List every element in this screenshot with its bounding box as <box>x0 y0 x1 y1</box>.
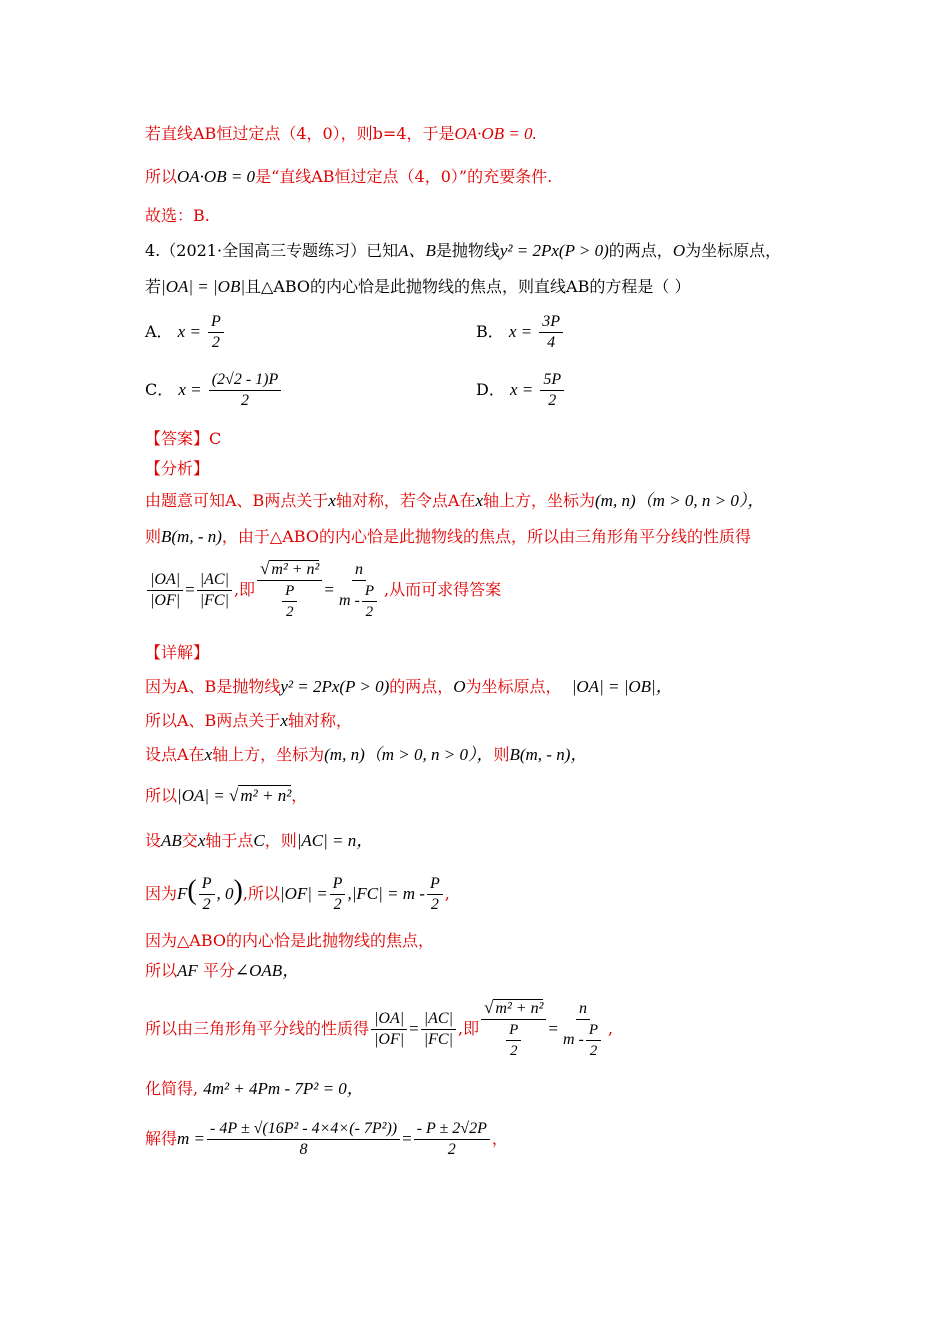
text: 为坐标原点， <box>465 677 562 696</box>
option-letter: D． <box>476 380 505 399</box>
text: 的两点， <box>608 241 673 260</box>
denominator: 2 <box>202 896 211 913</box>
text: 所以由三角形角平分线的性质得 <box>145 1019 370 1038</box>
math: |OA| = <box>177 786 229 805</box>
text: 所以 <box>145 961 178 980</box>
math: x <box>280 711 288 730</box>
numerator: P <box>282 581 297 602</box>
text: ,从而可求得答案 <box>384 580 502 599</box>
radicand: m² + n² <box>495 1000 544 1017</box>
sqrt-icon: √ <box>229 786 239 805</box>
text: 所以 <box>145 786 178 805</box>
text: 所以A、B两点关于 <box>145 711 281 730</box>
math: ∠OAB， <box>234 961 300 980</box>
text: , <box>444 884 450 903</box>
text: 交 <box>181 831 198 850</box>
equals: = <box>324 580 334 599</box>
option-c[interactable] <box>145 370 283 411</box>
detail-line-6 <box>145 868 450 917</box>
text: 若直线AB恒过定点（4，0），则b=4，于是 <box>145 124 455 143</box>
detail-line-10 <box>145 1078 364 1100</box>
sqrt-icon: √ <box>260 559 270 578</box>
text: 的两点， <box>389 677 454 696</box>
denominator: 2 <box>548 392 557 409</box>
math: x <box>197 831 206 850</box>
math: O <box>672 241 686 260</box>
numerator: P <box>199 874 215 895</box>
numerator: |OA| <box>371 1009 407 1030</box>
denominator: 2 <box>589 1042 598 1059</box>
condition: （m > 0, n > 0）， <box>635 491 765 510</box>
denominator: |OF| <box>150 592 181 609</box>
numerator: (2√2 - 1)P <box>209 370 282 391</box>
numerator: |AC| <box>421 1009 456 1030</box>
parabola-equation: y² = 2Px(P > 0) <box>499 241 609 260</box>
text: 是抛物线 <box>435 241 500 260</box>
option-letter: C． <box>145 380 174 399</box>
math: A、B <box>398 241 436 260</box>
detail-line-9 <box>145 996 613 1062</box>
math: ,|FC| = m - <box>347 884 425 903</box>
detail-line-3 <box>145 744 587 766</box>
text: 轴对称，若令点A在 <box>335 491 476 510</box>
math: |AC| = n， <box>296 831 374 850</box>
detail-line-7: 因为△ABO的内心恰是此抛物线的焦点， <box>145 931 435 950</box>
math: AF <box>177 961 198 980</box>
math: B(m, - n) <box>161 527 222 546</box>
text: ， <box>491 1129 508 1148</box>
prev-line-2 <box>145 166 552 188</box>
answer-line <box>145 428 221 450</box>
math: x = <box>508 322 533 341</box>
numerator: 5P <box>540 370 564 391</box>
math: O <box>453 677 466 696</box>
detail-line-5 <box>145 830 373 852</box>
numerator: |AC| <box>197 570 232 591</box>
text: 平分 <box>202 961 235 980</box>
answer-value: C <box>209 429 222 448</box>
numerator: n <box>352 560 366 581</box>
denominator: 2 <box>240 392 249 409</box>
text: 轴对称， <box>287 711 352 730</box>
numerator: |OA| <box>147 570 183 591</box>
text: 轴于点 <box>205 831 254 850</box>
paren: ( <box>187 875 197 906</box>
numerator: P <box>208 312 224 333</box>
math: C <box>253 831 265 850</box>
abs-equation: |OA| = |OB|， <box>571 677 673 696</box>
analysis-line-3 <box>145 558 501 622</box>
text: ，则 <box>264 831 297 850</box>
numerator: P <box>506 1020 521 1041</box>
denominator: 2 <box>333 896 342 913</box>
text: 为坐标原点， <box>685 241 782 260</box>
detail-line-1 <box>145 676 673 698</box>
text: 因为A、B是抛物线 <box>145 677 281 696</box>
denominator: 2 <box>211 334 220 351</box>
option-letter: A． <box>145 322 173 341</box>
denominator: 2 <box>509 1043 518 1059</box>
prev-line-1 <box>145 123 537 145</box>
text: ， <box>291 786 308 805</box>
denominator: 8 <box>299 1141 308 1158</box>
math: (m, n) <box>595 491 636 510</box>
text: 若 <box>145 277 162 296</box>
math: m = <box>177 1129 206 1148</box>
text: 轴上方，坐标为 <box>482 491 595 510</box>
text: ,即 <box>457 1019 480 1038</box>
text: ，由于△ABO的内心恰是此抛物线的焦点，所以由三角形角平分线的性质得 <box>221 527 751 546</box>
numerator: P <box>586 1020 601 1041</box>
numerator: - 4P ± √(16P² - 4×4×(- 7P²)) <box>207 1119 400 1140</box>
text: 设 <box>145 831 162 850</box>
numerator: - P ± 2√2P <box>414 1119 490 1140</box>
radicand: m² + n² <box>240 786 292 805</box>
analysis-label: 【分析】 <box>145 459 210 478</box>
equals: = <box>185 580 195 599</box>
option-d[interactable] <box>476 370 566 411</box>
parabola-equation: y² = 2Px(P > 0) <box>280 677 390 696</box>
math: 4m² + 4Pm - 7P² = 0， <box>203 1079 364 1098</box>
math: x <box>328 491 336 510</box>
text: 化简得, <box>145 1079 199 1098</box>
numerator: P <box>330 874 346 895</box>
math: B(m, - n)， <box>509 745 588 764</box>
text: 4.（2021·全国高三专题练习）已知 <box>145 241 399 260</box>
math: x = <box>509 380 534 399</box>
text: 设点A在 <box>145 745 205 764</box>
detail-line-2 <box>145 710 352 732</box>
denominator: 2 <box>447 1141 456 1158</box>
denominator: 4 <box>547 334 556 351</box>
question-stem-line-1 <box>145 240 781 262</box>
analysis-line-1 <box>145 490 764 512</box>
denominator: |FC| <box>199 592 229 609</box>
math: x = <box>177 322 201 341</box>
detail-line-11 <box>145 1114 508 1164</box>
numerator: P <box>362 581 377 602</box>
text: 是“直线AB恒过定点（4，0）”的充要条件. <box>255 167 553 186</box>
text: m - <box>338 591 360 609</box>
analysis-line-2 <box>145 526 751 548</box>
text: 则 <box>145 527 162 546</box>
answer-label: 【答案】 <box>145 429 210 448</box>
math: x <box>204 745 213 764</box>
text: ,所以 <box>242 884 280 903</box>
text: 因为 <box>145 884 178 903</box>
detail-line-4 <box>145 785 307 807</box>
denominator: |FC| <box>423 1031 453 1048</box>
denominator: 2 <box>285 604 294 620</box>
option-letter: B． <box>476 322 504 341</box>
text: 解得 <box>145 1129 178 1148</box>
denominator: |OF| <box>374 1031 405 1048</box>
text: 且△ABO的内心恰是此抛物线的焦点，则直线AB的方程是（ ） <box>245 277 691 296</box>
text: ,即 <box>233 580 256 599</box>
math: x = <box>178 380 202 399</box>
prev-line-3: 故选：B. <box>145 206 210 225</box>
math: F <box>177 884 188 903</box>
math: , 0 <box>216 884 234 903</box>
equals: = <box>402 1129 412 1148</box>
option-a[interactable] <box>145 312 226 353</box>
detail-line-8 <box>145 960 299 982</box>
numerator: P <box>427 874 443 895</box>
equals: = <box>409 1019 419 1038</box>
text: m - <box>562 1030 584 1048</box>
text: 由题意可知A、B两点关于 <box>145 491 329 510</box>
text: , <box>608 1019 614 1038</box>
paren: ) <box>233 875 243 906</box>
vector-equation: OA·OB = 0 <box>177 167 256 186</box>
sqrt-icon: √ <box>484 998 494 1017</box>
math: AB <box>161 831 182 850</box>
radicand: m² + n² <box>271 561 320 578</box>
question-stem-line-2 <box>145 276 690 298</box>
math: |OF| = <box>279 884 328 903</box>
abs-equation: |OA| = |OB| <box>161 277 246 296</box>
text: 则 <box>493 745 510 764</box>
vector-equation: OA·OB = 0. <box>454 124 537 143</box>
math: x <box>475 491 483 510</box>
denominator: 2 <box>430 896 439 913</box>
equals: = <box>548 1019 558 1038</box>
math: (m, n) <box>324 745 365 764</box>
text: 轴上方，坐标为 <box>212 745 325 764</box>
condition: （m > 0, n > 0）， <box>364 745 494 764</box>
option-b[interactable] <box>476 312 565 353</box>
numerator: 3P <box>539 312 563 333</box>
text: 所以 <box>145 167 178 186</box>
denominator: 2 <box>365 603 374 620</box>
numerator: n <box>576 999 590 1020</box>
detail-label: 【详解】 <box>145 643 210 662</box>
